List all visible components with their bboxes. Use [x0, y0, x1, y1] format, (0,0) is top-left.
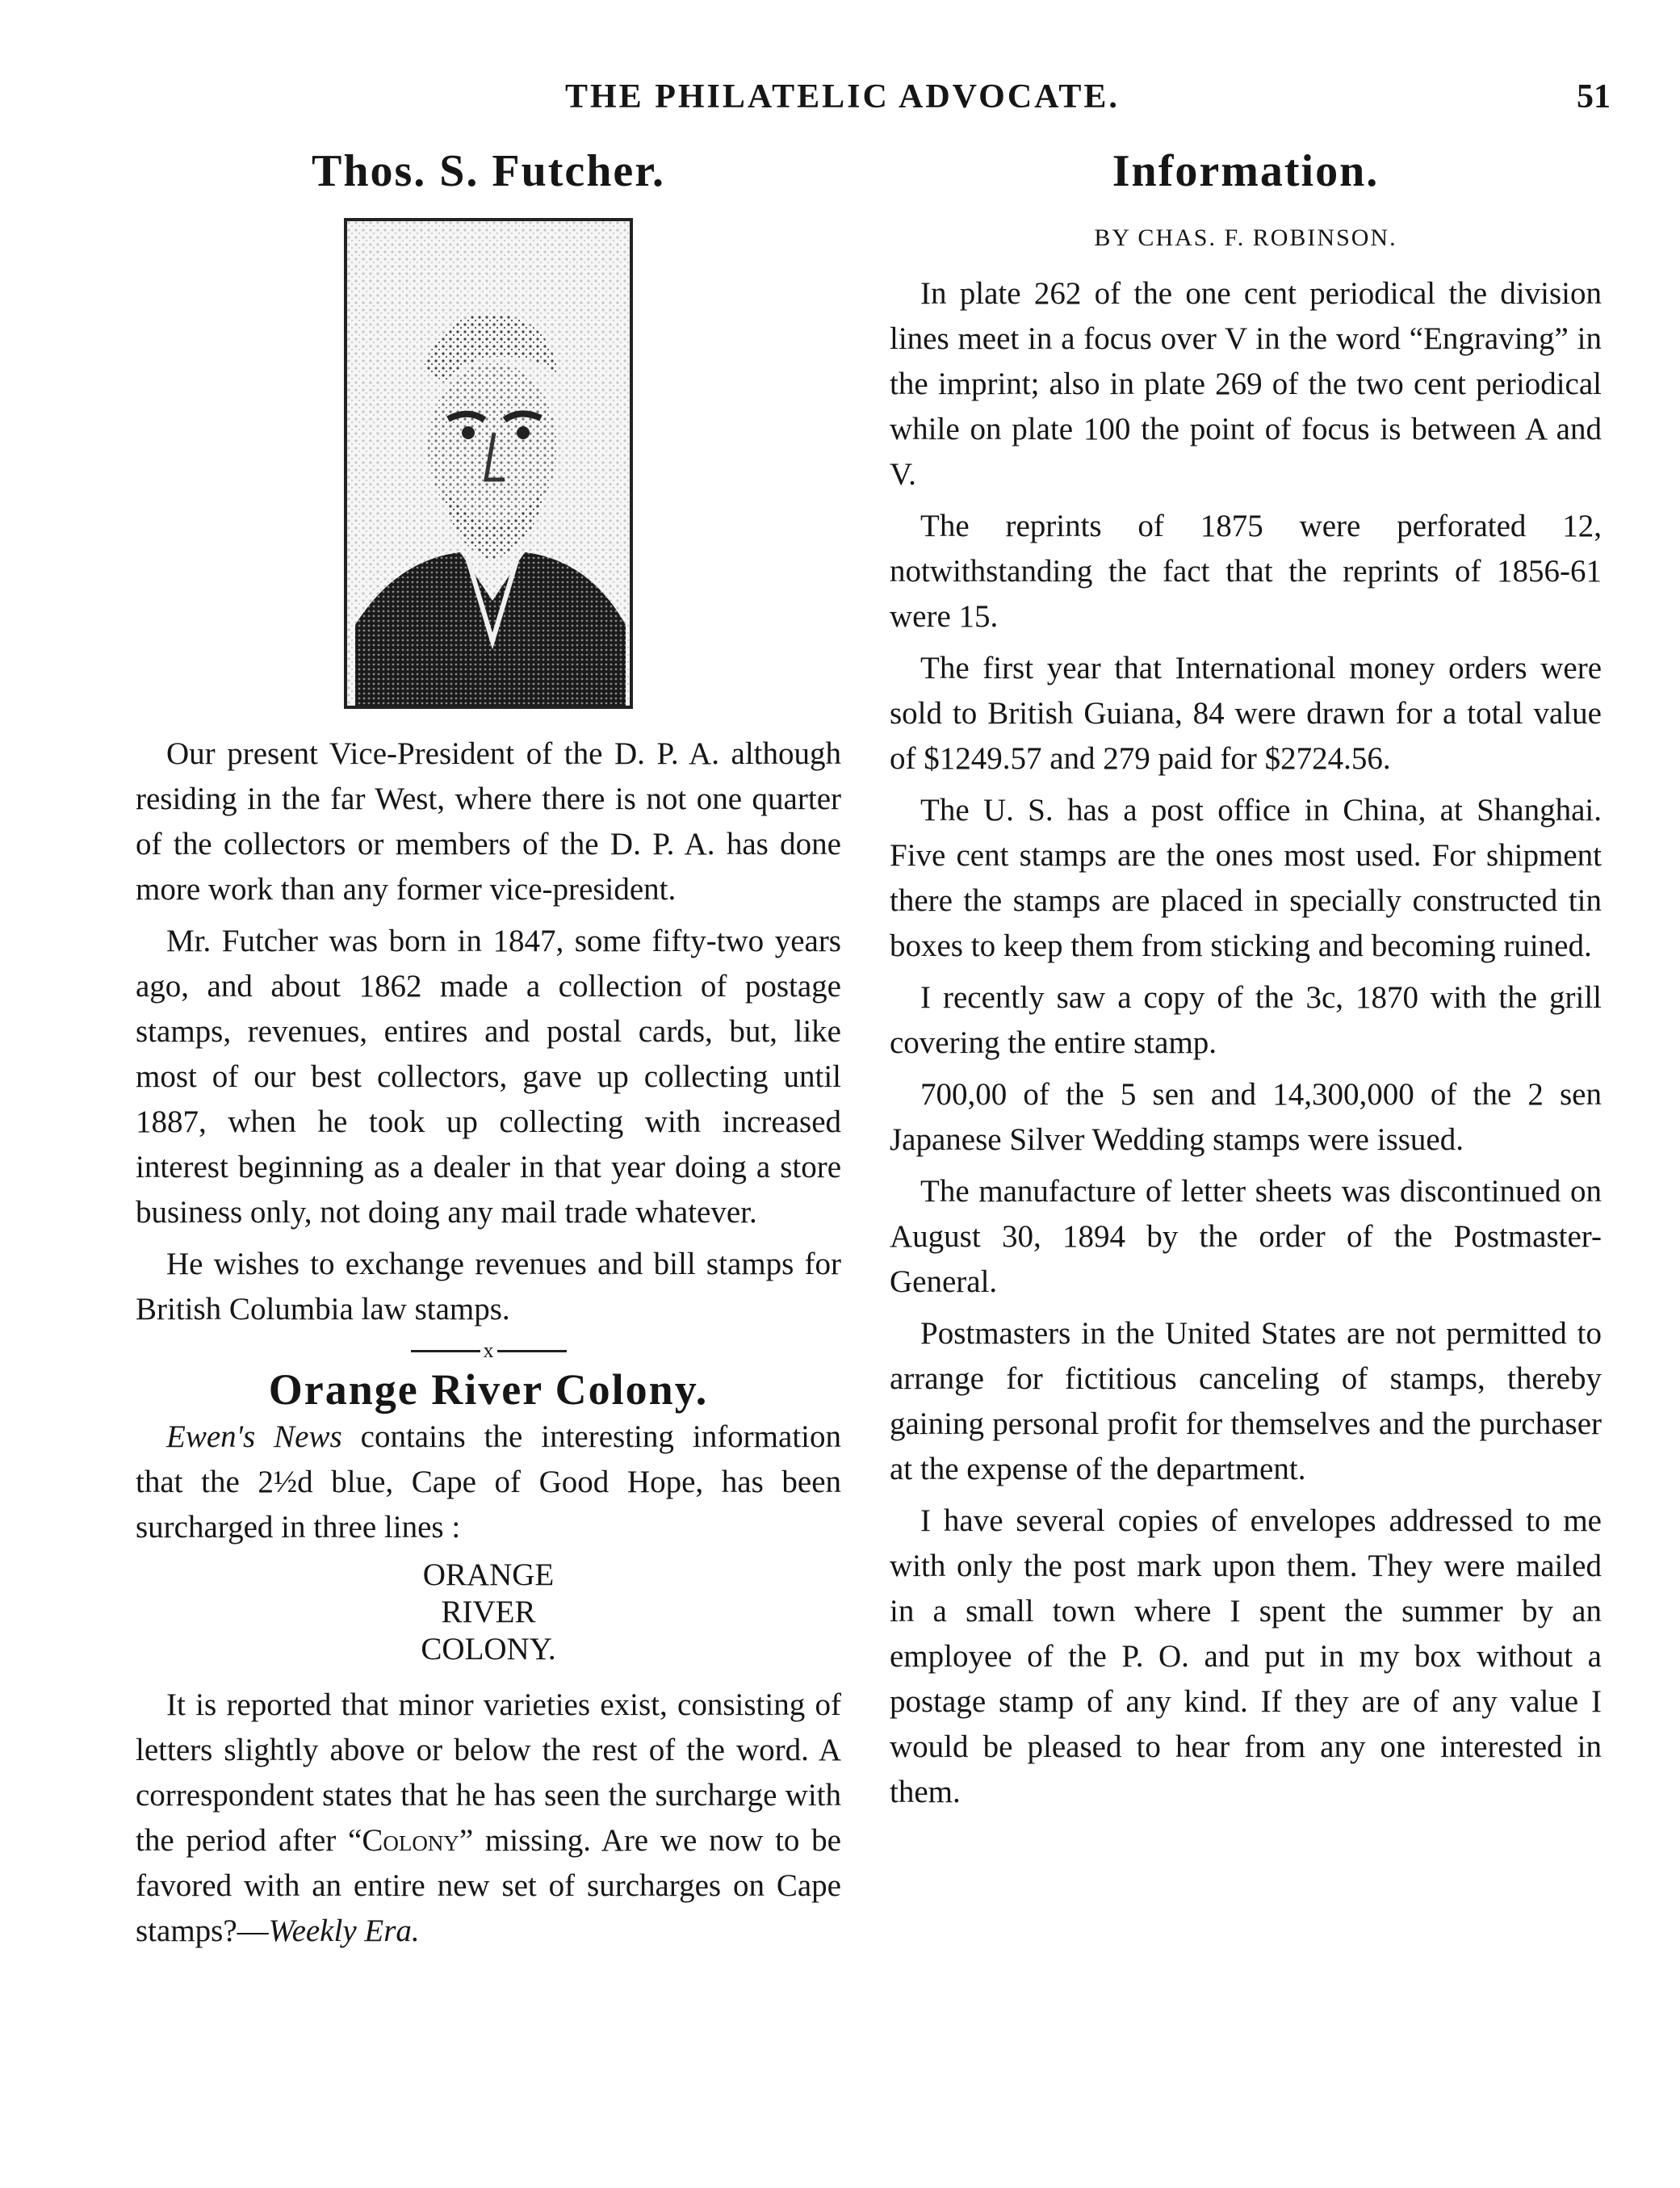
left-column	[136, 145, 841, 1960]
info-paragraph-9: I have several copies of envelopes addressed to me with only the post mark upon them. They were mailed in a small town where I spent the summer by an employee of the P. O. and put in my box without a postage stamp of any kind. If they are of any value I would be pleased to hear from any one interested in them.	[890, 1503, 1602, 1809]
credit: Weekly Era.	[268, 1913, 420, 1948]
running-head-title: THE PHILATELIC ADVOCATE.	[565, 78, 1120, 115]
page-number: 51	[1577, 78, 1611, 115]
divider-rule-left	[411, 1350, 480, 1352]
byline: BY CHAS. F. ROBINSON.	[1094, 224, 1397, 251]
orange-river-body	[136, 1683, 841, 1954]
info-paragraph-3: The first year that International money orders were sold to British Guiana, 84 were drawn for a total value of $1249.57 and 279 paid for $2724.56.	[890, 651, 1602, 776]
futcher-paragraph-1: Our present Vice-President of the D. P. A. although residing in the far West, where there is not one quarter of the collectors or members of the D. P. A. has done more work than any former vice-president.	[136, 736, 841, 907]
surcharge-text	[136, 1557, 841, 1668]
info-paragraph-7: The manufacture of letter sheets was discontinued on August 30, 1894 by the order of the Postmaster-General.	[890, 1174, 1602, 1299]
info-paragraph-2: The reprints of 1875 were perforated 12, notwithstanding the fact that the reprints of 1856-61 were 15.	[890, 509, 1602, 634]
article-title-futcher: Thos. S. Futcher.	[311, 146, 665, 196]
article-title-information: Information.	[1112, 146, 1380, 196]
portrait-icon	[344, 218, 633, 709]
orange-river-intro-text: contains the interesting information that the 2½d blue, Cape of Good Hope, has been surcharged in three lines :	[136, 1419, 841, 1545]
surcharge-line: RIVER	[441, 1595, 536, 1629]
info-paragraph-4: The U. S. has a post office in China, at Shanghai. Five cent stamps are the ones most used. For shipment there the stamps are placed in specially constructed tin boxes to keep them from sticking and becoming ruined.	[890, 793, 1602, 963]
right-column	[890, 145, 1602, 1821]
info-paragraph-6: 700,00 of the 5 sen and 14,300,000 of the 2 sen Japanese Silver Wedding stamps were issued.	[890, 1077, 1602, 1157]
portrait-engraving-image	[347, 221, 630, 706]
colony-word: Colony	[362, 1823, 459, 1858]
futcher-paragraph-3: He wishes to exchange revenues and bill stamps for British Columbia law stamps.	[136, 1247, 841, 1327]
orange-river-body-end: ” missing. Are we now to be favored with an entire new set of surcharges on Cape stamps?—	[136, 1823, 841, 1948]
source-name: Ewen's News	[166, 1419, 342, 1454]
info-paragraph-5: I recently saw a copy of the 3c, 1870 with the grill covering the entire stamp.	[890, 980, 1602, 1060]
orange-river-intro	[136, 1415, 841, 1550]
article-title-orange-river: Orange River Colony.	[268, 1365, 709, 1414]
orange-river-body-start: It is reported that minor varieties exist, consisting of letters slightly above or below the rest of the word. A correspondent states that he has seen the surcharge with the period after “	[136, 1687, 841, 1858]
divider-rule-right	[497, 1350, 567, 1352]
section-divider	[136, 1339, 841, 1363]
futcher-paragraph-2: Mr. Futcher was born in 1847, some fifty-two years ago, and about 1862 made a collection of postage stamps, revenues, entires and postal cards, but, like most of our best collectors, gave up collecting until 1887, when he took up collecting with increased interest beginning as a dealer in that year doing a store business only, not doing any mail trade whatever.	[136, 924, 841, 1230]
surcharge-line: COLONY.	[421, 1632, 556, 1666]
info-paragraph-8: Postmasters in the United States are not permitted to arrange for fictitious canceling of stamps, thereby gaining personal profit for themselves and the purchaser at the expense of the department.	[890, 1316, 1602, 1486]
info-paragraph-1: In plate 262 of the one cent periodical the division lines meet in a focus over V in the word “Engraving” in the imprint; also in plate 269 of the two cent periodical while on plate 100 the point of focus is between A and V.	[890, 276, 1602, 492]
divider-mark: x	[483, 1339, 494, 1362]
surcharge-line: ORANGE	[422, 1557, 555, 1592]
